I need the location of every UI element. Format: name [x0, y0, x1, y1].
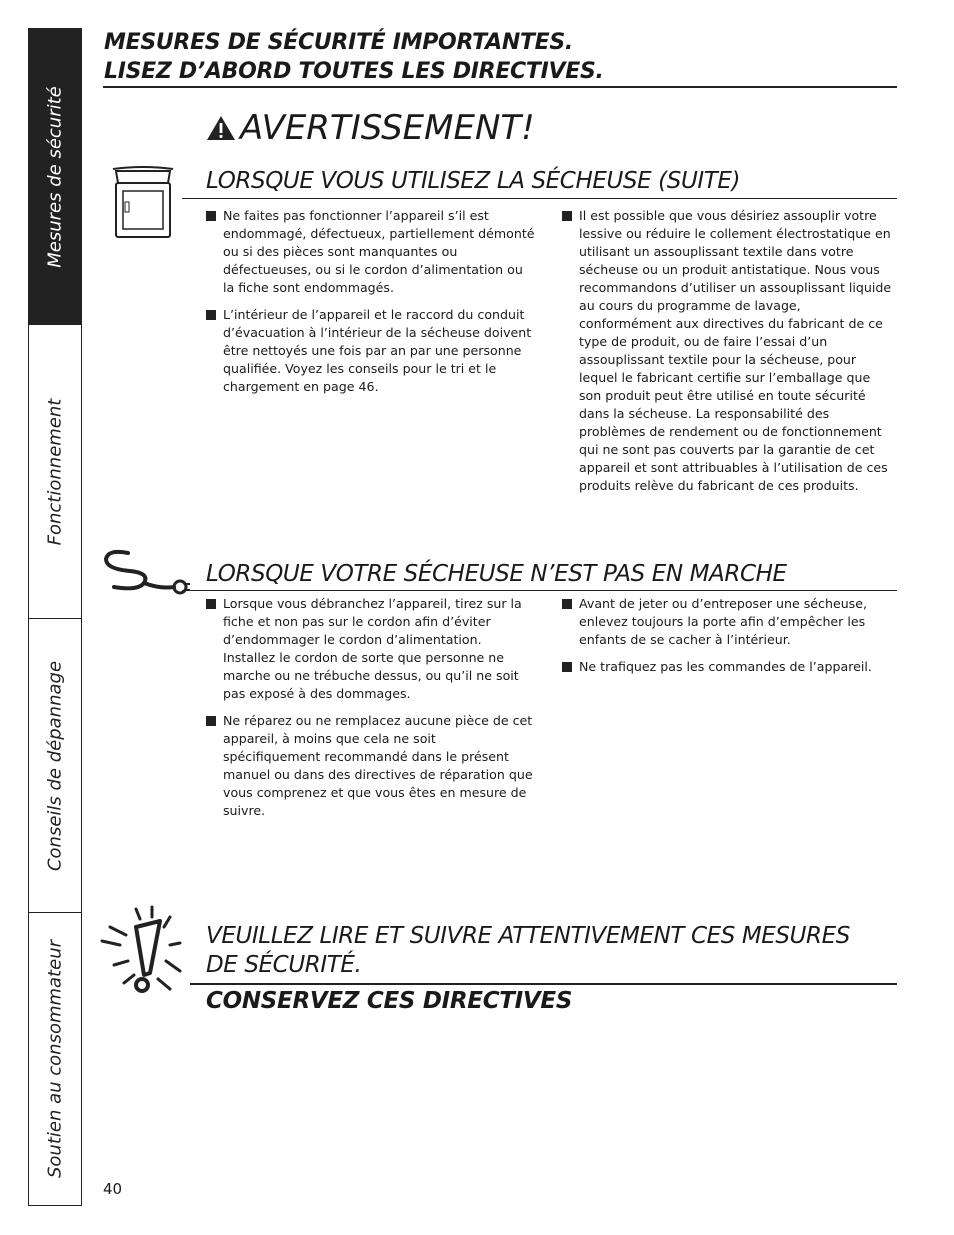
- warning-title: AVERTISSEMENT!: [240, 108, 535, 148]
- closing-statement: [206, 922, 850, 980]
- conserve-directives: CONSERVEZ CES DIRECTIVES: [206, 988, 573, 1014]
- list-item: Ne trafiquez pas les commandes de l’appareil.: [562, 658, 895, 676]
- list-item: Ne réparez ou ne remplacez aucune pièce de cet appareil, à moins que cela ne soit spécifiquement recommandé dans le présent manuel ou dans des directives de réparation que vous comprenez et que vous êtes en mesure de suivre.: [206, 712, 536, 820]
- page-header: [104, 28, 604, 86]
- header-rule: [103, 86, 897, 88]
- tab-mesures-de-securite[interactable]: Mesures de sécurité: [29, 29, 81, 325]
- list-item: Avant de jeter ou d’entreposer une sécheuse, enlevez toujours la porte afin d’empêcher les enfants de se cacher à l’intérieur.: [562, 595, 895, 649]
- section1-right-column: [562, 207, 895, 504]
- closing-line-1: VEUILLEZ LIRE ET SUIVRE ATTENTIVEMENT CES MESURES: [206, 923, 850, 949]
- section-rule-1: [182, 198, 897, 199]
- warning-heading: [206, 108, 535, 148]
- page-number: 40: [103, 1180, 123, 1198]
- list-item: Ne faites pas fonctionner l’appareil s’il est endommagé, défectueux, partiellement démonté ou si des pièces sont manquantes ou défectueuses, ou si le cordon d’alimentation ou la fiche sont endommagés.: [206, 207, 536, 297]
- dryer-icon: [110, 165, 176, 240]
- side-tabs: [28, 28, 82, 1206]
- list-item: Lorsque vous débranchez l’appareil, tirez sur la fiche et non pas sur le cordon afin d’éviter d’endommager le cordon d’alimentation. Installez le cordon de sorte que personne ne marche ou ne trébuche dessus, ou qu’il ne soit pas exposé à des dommages.: [206, 595, 536, 703]
- section-title-using-dryer: LORSQUE VOUS UTILISEZ LA SÉCHEUSE (SUITE): [206, 168, 741, 194]
- list-item: L’intérieur de l’appareil et le raccord du conduit d’évacuation à l’intérieur de la sécheuse doivent être nettoyés une fois par an par une personne qualifiée. Voyez les conseils pour le tri et le chargement en page 46.: [206, 306, 536, 396]
- tab-fonctionnement[interactable]: Fonctionnement: [29, 325, 81, 619]
- exclamation-alert-icon: [100, 905, 196, 997]
- power-cord-icon: [100, 547, 192, 599]
- section2-left-column: [206, 595, 536, 829]
- section2-right-column: [562, 595, 895, 685]
- section1-left-column: [206, 207, 536, 405]
- header-line-1: MESURES DE SÉCURITÉ IMPORTANTES.: [104, 30, 573, 55]
- closing-rule: [190, 983, 897, 985]
- tab-soutien-au-consommateur[interactable]: Soutien au consommateur: [44, 939, 66, 1179]
- header-line-2: LISEZ D’ABORD TOUTES LES DIRECTIVES.: [104, 59, 604, 84]
- section-title-not-running: LORSQUE VOTRE SÉCHEUSE N’EST PAS EN MARCHE: [206, 561, 787, 587]
- closing-line-2: DE SÉCURITÉ.: [206, 952, 362, 978]
- list-item: Il est possible que vous désiriez assouplir votre lessive ou réduire le collement électrostatique en utilisant un assouplissant textile dans votre sécheuse ou un produit antistatique. Nous vous recommandons d’utiliser un assouplissant liquide au cours du programme de lavage, conformément aux directives du fabricant de ce type de produit, ou de faire l’essai d’un assouplissant textile pour la sécheuse, pour lequel le fabricant certifie sur l’emballage que son produit peut être utilisé en toute sécurité dans la sécheuse. La responsabilité des problèmes de rendement ou de fonctionnement qui ne sont pas couverts par la garantie de cet appareil et sont attribuables à l’utilisation de ces produits relève du fabricant de ces produits.: [562, 207, 895, 495]
- tab-conseils-de-depannage[interactable]: Conseils de dépannage: [29, 619, 81, 913]
- section-rule-2: [182, 590, 897, 591]
- warning-triangle-icon: [206, 115, 236, 141]
